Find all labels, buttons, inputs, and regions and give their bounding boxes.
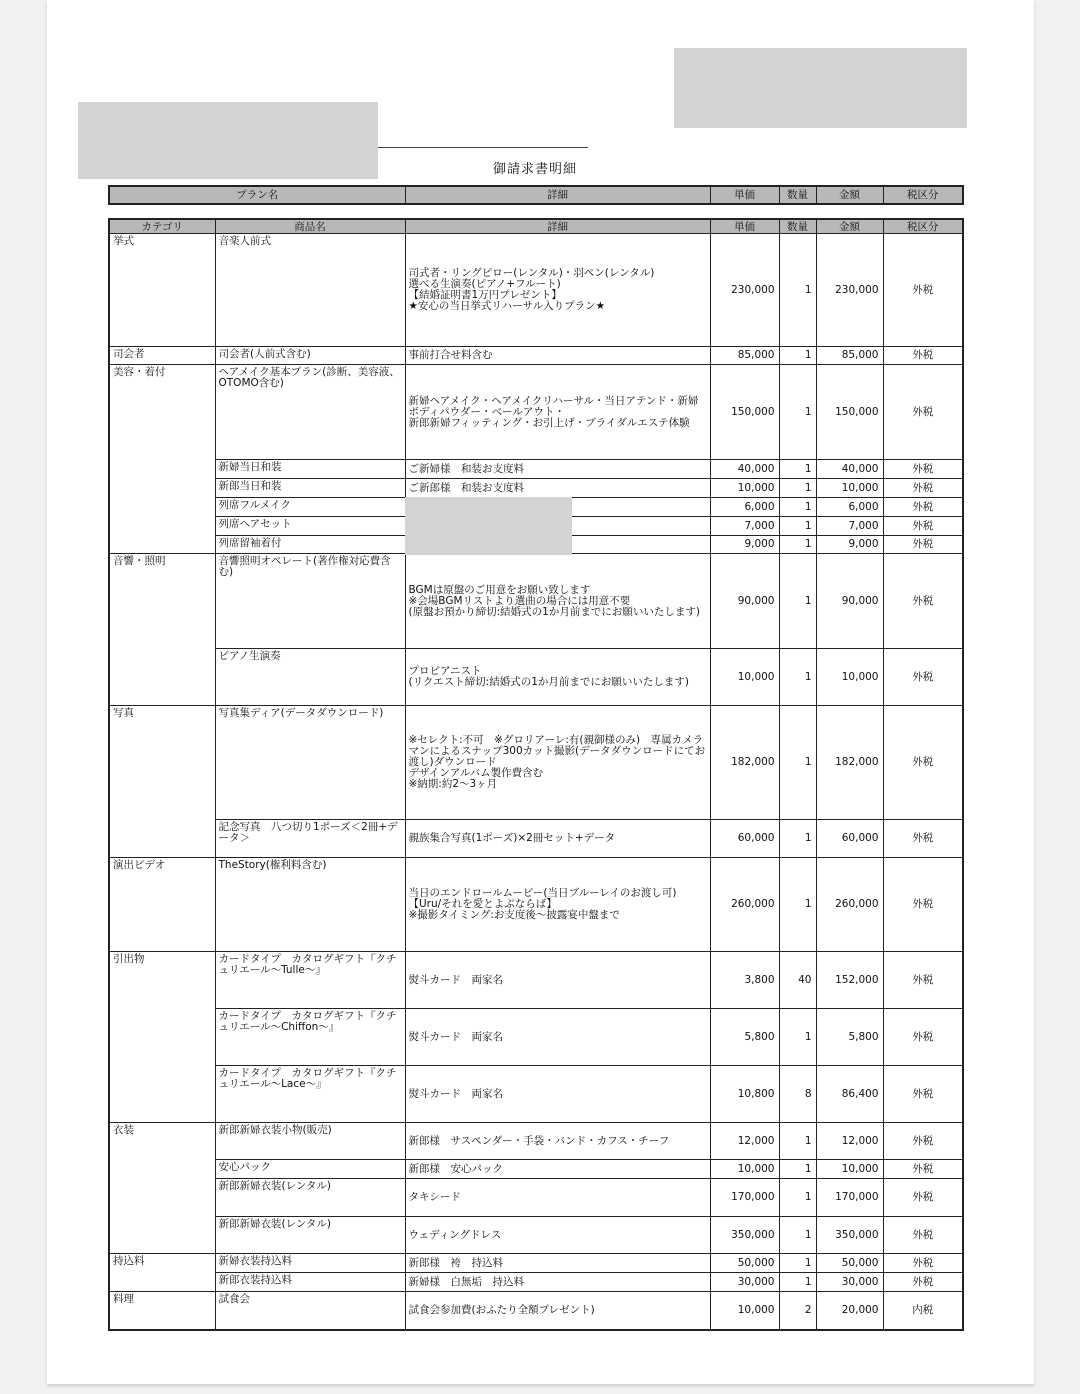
table-row	[109, 952, 963, 1009]
redacted-block	[78, 102, 378, 179]
item-amount: 350,000	[816, 1217, 883, 1254]
item-name: 新郎当日和装	[215, 479, 405, 498]
item-amount: 182,000	[816, 706, 883, 820]
item-amount: 5,800	[816, 1009, 883, 1066]
item-detail: 親族集合写真(1ポーズ)×2冊セット+データ	[405, 820, 710, 858]
redacted-block	[405, 497, 572, 555]
item-tax: 外税	[883, 554, 963, 649]
item-qty: 1	[779, 858, 816, 952]
item-tax: 外税	[883, 1160, 963, 1179]
item-tax: 外税	[883, 1123, 963, 1160]
price-header: 単価	[710, 219, 779, 234]
invoice-rows	[109, 234, 963, 1330]
table-row	[109, 1160, 963, 1179]
item-detail: ウェディングドレス	[405, 1217, 710, 1254]
item-detail: タキシード	[405, 1179, 710, 1217]
item-amount: 90,000	[816, 554, 883, 649]
plan-header-table	[108, 185, 964, 205]
item-name: ヘアメイク基本プラン(診断、美容液、OTOMO含む)	[215, 365, 405, 460]
plan-amount-header: 金額	[816, 186, 883, 204]
table-row	[109, 365, 963, 460]
item-qty: 1	[779, 536, 816, 554]
table-row	[109, 460, 963, 479]
item-amount: 12,000	[816, 1123, 883, 1160]
item-tax: 外税	[883, 365, 963, 460]
item-qty: 1	[779, 498, 816, 517]
item-name: 写真集ディア(データダウンロード)	[215, 706, 405, 820]
item-detail: 新郎様 袴 持込料	[405, 1254, 710, 1273]
item-category: 持込料	[109, 1254, 215, 1292]
table-row	[109, 706, 963, 820]
item-name: 試食会	[215, 1292, 405, 1330]
item-category: 演出ビデオ	[109, 858, 215, 952]
item-name: カードタイプ カタログギフト『クチュリエール〜Tulle〜』	[215, 952, 405, 1009]
item-price: 150,000	[710, 365, 779, 460]
item-amount: 60,000	[816, 820, 883, 858]
item-name: 音楽人前式	[215, 234, 405, 347]
item-tax: 外税	[883, 536, 963, 554]
item-price: 5,800	[710, 1009, 779, 1066]
table-row	[109, 649, 963, 706]
item-name: カードタイプ カタログギフト『クチュリエール〜Lace〜』	[215, 1066, 405, 1123]
item-price: 10,000	[710, 649, 779, 706]
item-name: 新婦当日和装	[215, 460, 405, 479]
item-price: 90,000	[710, 554, 779, 649]
item-category: 挙式	[109, 234, 215, 347]
plan-price-header: 単価	[710, 186, 779, 204]
plan-detail-header: 詳細	[405, 186, 710, 204]
item-price: 10,000	[710, 479, 779, 498]
item-price: 10,000	[710, 1292, 779, 1330]
table-row	[109, 1254, 963, 1273]
item-name: TheStory(権利料含む)	[215, 858, 405, 952]
item-detail: 熨斗カード 両家名	[405, 952, 710, 1009]
item-amount: 50,000	[816, 1254, 883, 1273]
item-price: 50,000	[710, 1254, 779, 1273]
item-amount: 10,000	[816, 1160, 883, 1179]
item-price: 350,000	[710, 1217, 779, 1254]
item-tax: 外税	[883, 1217, 963, 1254]
item-qty: 1	[779, 554, 816, 649]
item-tax: 外税	[883, 1009, 963, 1066]
item-price: 60,000	[710, 820, 779, 858]
item-detail: 新郎様 安心パック	[405, 1160, 710, 1179]
item-amount: 10,000	[816, 479, 883, 498]
item-name: カードタイプ カタログギフト『クチュリエール〜Chiffon〜』	[215, 1009, 405, 1066]
item-qty: 1	[779, 1217, 816, 1254]
tax-header: 税区分	[883, 219, 963, 234]
table-row	[109, 1273, 963, 1292]
item-tax: 外税	[883, 820, 963, 858]
item-name: 列席留袖着付	[215, 536, 405, 554]
item-category: 料理	[109, 1292, 215, 1330]
item-detail: ※セレクト:不可 ※グロリアーレ:有(親御様のみ) 専属カメラマンによるスナップ300カット撮影(データダウンロードにてお渡し)ダウンロード デザインアルバム製作費含む ※納期:約2〜3ヶ月	[405, 706, 710, 820]
category-header: カテゴリ	[109, 219, 215, 234]
table-row	[109, 1009, 963, 1066]
table-row	[109, 820, 963, 858]
item-tax: 外税	[883, 1254, 963, 1273]
item-qty: 1	[779, 820, 816, 858]
plan-tax-header: 税区分	[883, 186, 963, 204]
item-amount: 6,000	[816, 498, 883, 517]
item-name: 列席ヘアセット	[215, 517, 405, 536]
item-tax: 外税	[883, 498, 963, 517]
item-tax: 外税	[883, 347, 963, 365]
item-price: 6,000	[710, 498, 779, 517]
item-price: 7,000	[710, 517, 779, 536]
item-qty: 1	[779, 517, 816, 536]
item-tax: 外税	[883, 1273, 963, 1292]
item-tax: 外税	[883, 460, 963, 479]
item-amount: 40,000	[816, 460, 883, 479]
item-detail: ご新婦様 和装お支度料	[405, 460, 710, 479]
item-detail: 熨斗カード 両家名	[405, 1009, 710, 1066]
item-qty: 1	[779, 365, 816, 460]
address-underline	[378, 147, 588, 148]
item-qty: 1	[779, 1273, 816, 1292]
item-qty: 1	[779, 1009, 816, 1066]
item-qty: 40	[779, 952, 816, 1009]
item-name: 新郎衣装持込料	[215, 1273, 405, 1292]
table-row	[109, 347, 963, 365]
table-row	[109, 1179, 963, 1217]
item-amount: 30,000	[816, 1273, 883, 1292]
item-category: 司会者	[109, 347, 215, 365]
item-name: 記念写真 八つ切り1ポーズ＜2冊+データ＞	[215, 820, 405, 858]
item-detail: 当日のエンドロールムービー(当日ブルーレイのお渡し可) 【Uru/それを愛とよぶならば】 ※撮影タイミング:お支度後〜披露宴中盤まで	[405, 858, 710, 952]
document-title: 御請求書明細	[492, 162, 577, 177]
item-tax: 外税	[883, 517, 963, 536]
item-detail: 事前打合せ料含む	[405, 347, 710, 365]
amount-header: 金額	[816, 219, 883, 234]
item-name-header: 商品名	[215, 219, 405, 234]
item-qty: 1	[779, 1179, 816, 1217]
item-detail: 試食会参加費(おふたり全額プレゼント)	[405, 1292, 710, 1330]
item-detail: ご新郎様 和装お支度料	[405, 479, 710, 498]
item-price: 85,000	[710, 347, 779, 365]
table-row	[109, 234, 963, 347]
item-amount: 170,000	[816, 1179, 883, 1217]
item-amount: 150,000	[816, 365, 883, 460]
item-price: 30,000	[710, 1273, 779, 1292]
item-detail: 熨斗カード 両家名	[405, 1066, 710, 1123]
item-name: 新郎新婦衣装(レンタル)	[215, 1179, 405, 1217]
item-category: 引出物	[109, 952, 215, 1123]
item-price: 170,000	[710, 1179, 779, 1217]
item-qty: 8	[779, 1066, 816, 1123]
item-detail: 新婦様 白無垢 持込料	[405, 1273, 710, 1292]
table-row	[109, 1292, 963, 1330]
item-price: 10,000	[710, 1160, 779, 1179]
item-qty: 1	[779, 649, 816, 706]
item-tax: 外税	[883, 479, 963, 498]
item-amount: 7,000	[816, 517, 883, 536]
item-detail: BGMは原盤のご用意をお願い致します ※会場BGMリストより選曲の場合には用意不要 (原盤お預かり締切:結婚式の1か月前までにお願いいたします)	[405, 554, 710, 649]
table-row	[109, 479, 963, 498]
item-price: 12,000	[710, 1123, 779, 1160]
item-category: 衣装	[109, 1123, 215, 1254]
item-tax: 外税	[883, 706, 963, 820]
table-row	[109, 1066, 963, 1123]
item-amount: 85,000	[816, 347, 883, 365]
item-tax: 外税	[883, 952, 963, 1009]
table-row	[109, 554, 963, 649]
item-price: 9,000	[710, 536, 779, 554]
item-amount: 152,000	[816, 952, 883, 1009]
table-row	[109, 858, 963, 952]
item-name: 音響照明オペレート(著作権対応費含む)	[215, 554, 405, 649]
item-name: 新郎新婦衣装(レンタル)	[215, 1217, 405, 1254]
item-price: 182,000	[710, 706, 779, 820]
detail-header: 詳細	[405, 219, 710, 234]
item-detail: 新婦ヘアメイク・ヘアメイクリハーサル・当日アテンド・新婦ボディパウダー・ベールアウト・ 新郎新婦フィッティング・お引上げ・ブライダルエステ体験	[405, 365, 710, 460]
item-qty: 1	[779, 1254, 816, 1273]
item-category: 音響・照明	[109, 554, 215, 706]
item-qty: 1	[779, 1160, 816, 1179]
item-name: 司会者(人前式含む)	[215, 347, 405, 365]
item-qty: 1	[779, 234, 816, 347]
item-amount: 9,000	[816, 536, 883, 554]
item-detail: 新郎様 サスペンダー・手袋・バンド・カフス・チーフ	[405, 1123, 710, 1160]
item-qty: 1	[779, 460, 816, 479]
item-price: 230,000	[710, 234, 779, 347]
item-name: ピアノ生演奏	[215, 649, 405, 706]
item-amount: 10,000	[816, 649, 883, 706]
item-name: 列席フルメイク	[215, 498, 405, 517]
qty-header: 数量	[779, 219, 816, 234]
item-price: 40,000	[710, 460, 779, 479]
item-qty: 1	[779, 1123, 816, 1160]
item-name: 新婦衣装持込料	[215, 1254, 405, 1273]
item-tax: 外税	[883, 234, 963, 347]
item-tax: 外税	[883, 858, 963, 952]
item-tax: 外税	[883, 1179, 963, 1217]
item-price: 10,800	[710, 1066, 779, 1123]
item-amount: 230,000	[816, 234, 883, 347]
item-qty: 1	[779, 347, 816, 365]
item-qty: 2	[779, 1292, 816, 1330]
item-detail: 司式者・リングピロー(レンタル)・羽ペン(レンタル) 選べる生演奏(ピアノ+フルート) 【結婚証明書1万円プレゼント】 ★安心の当日挙式リハーサル入りプラン★	[405, 234, 710, 347]
plan-name-header: プラン名	[109, 186, 405, 204]
item-price: 260,000	[710, 858, 779, 952]
item-amount: 20,000	[816, 1292, 883, 1330]
item-tax: 外税	[883, 1066, 963, 1123]
invoice-detail-table	[108, 218, 964, 1331]
item-name: 安心パック	[215, 1160, 405, 1179]
item-tax: 内税	[883, 1292, 963, 1330]
item-category: 写真	[109, 706, 215, 858]
item-tax: 外税	[883, 649, 963, 706]
item-price: 3,800	[710, 952, 779, 1009]
item-name: 新郎新婦衣装小物(販売)	[215, 1123, 405, 1160]
item-qty: 1	[779, 706, 816, 820]
redacted-block	[674, 48, 967, 128]
plan-qty-header: 数量	[779, 186, 816, 204]
item-amount: 86,400	[816, 1066, 883, 1123]
table-row	[109, 1217, 963, 1254]
table-row	[109, 1123, 963, 1160]
item-category: 美容・着付	[109, 365, 215, 554]
item-qty: 1	[779, 479, 816, 498]
item-detail: プロピアニスト (リクエスト締切:結婚式の1か月前までにお願いいたします)	[405, 649, 710, 706]
item-amount: 260,000	[816, 858, 883, 952]
